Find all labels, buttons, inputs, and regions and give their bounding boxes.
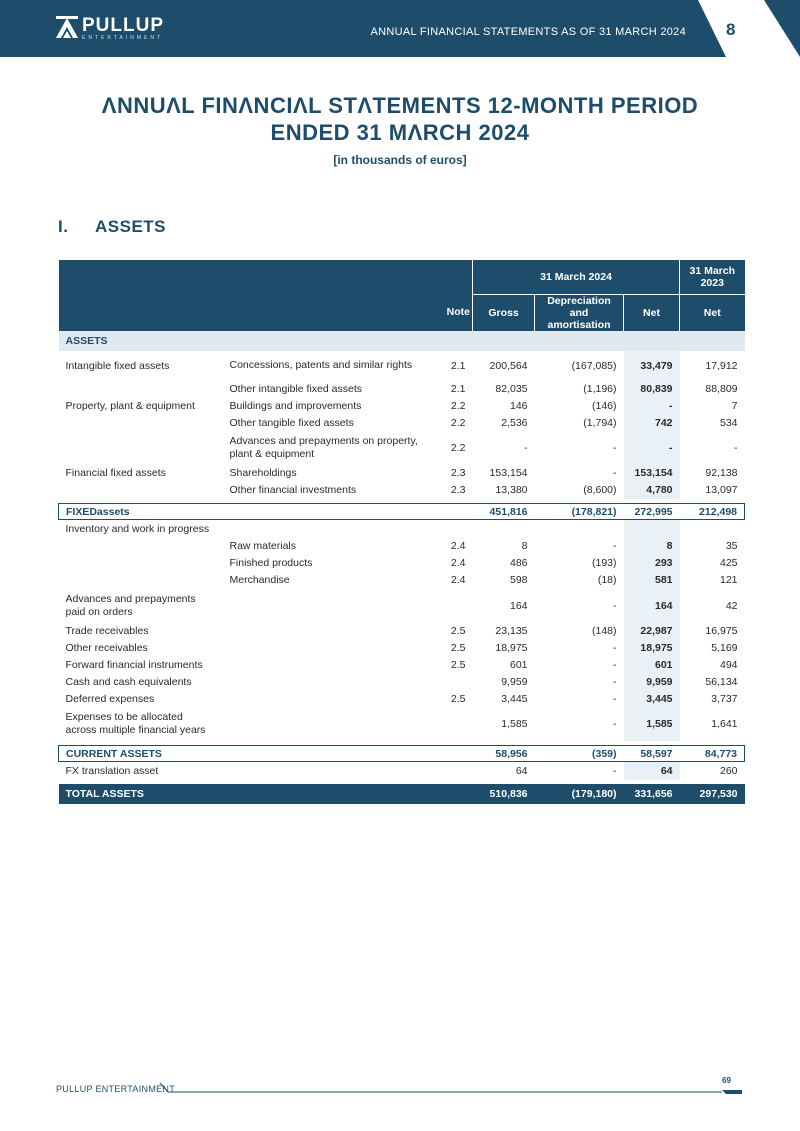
assets-section-row (59, 331, 745, 351)
table-row (59, 465, 745, 482)
row-item: Finished products (229, 557, 313, 569)
fixed-total-gross: 451,816 (473, 504, 535, 520)
row-item: Merchandise (229, 574, 290, 586)
row-prior: 17,912 (705, 359, 738, 372)
fixed-total-net: 272,995 (624, 504, 680, 520)
table-row (59, 640, 745, 657)
row-item: Shareholdings (229, 467, 297, 479)
fixed-assets-total-row (59, 504, 745, 520)
row-item: Other tangible fixed assets (229, 417, 354, 429)
row-category: Intangible fixed assets (65, 359, 170, 372)
row-note: 2.2 (450, 442, 466, 454)
row-item: Other financial investments (229, 484, 357, 496)
header-gross: Gross (473, 294, 535, 331)
row-category: Expenses to be allocated across multiple financial years (65, 711, 206, 736)
row-depreciation: - (613, 693, 617, 705)
row-item: Other intangible fixed assets (229, 383, 362, 395)
row-depreciation: (1,196) (583, 383, 617, 395)
row-category: Advances and prepayments paid on orders (65, 592, 196, 618)
row-prior: 13,097 (705, 484, 738, 496)
total-assets-depreciation: (179,180) (535, 784, 624, 804)
row-depreciation: - (613, 676, 617, 688)
row-item: Raw materials (229, 540, 297, 552)
total-assets-row (59, 784, 745, 804)
row-prior: 56,134 (705, 676, 738, 688)
row-net: 9,959 (624, 674, 680, 691)
assets-section-label: ASSETS (59, 331, 745, 351)
row-gross: 200,564 (489, 359, 528, 372)
row-depreciation: (146) (592, 400, 617, 412)
row-depreciation: - (613, 442, 617, 454)
row-item: Buildings and improvements (229, 400, 362, 412)
header-current-period: 31 March 2024 (473, 260, 680, 294)
total-assets-label: TOTAL ASSETS (59, 784, 473, 804)
table-row (59, 572, 745, 589)
fx-translation-row (59, 762, 745, 780)
section-heading (58, 217, 166, 237)
row-category (59, 415, 223, 432)
row-gross: 146 (509, 400, 528, 412)
row-net: 3,445 (624, 691, 680, 708)
row-net: 293 (624, 555, 680, 572)
row-prior: 16,975 (705, 625, 738, 637)
row-category (59, 432, 223, 465)
table-row (59, 623, 745, 640)
inventory-heading-row (59, 520, 745, 538)
total-assets-prior: 297,530 (680, 784, 745, 804)
section-number: I. (58, 217, 69, 236)
fixed-total-depreciation: (178,821) (535, 504, 624, 520)
header-page-number: 8 (726, 20, 736, 39)
row-net: 742 (624, 415, 680, 432)
row-category: Financial fixed assets (65, 467, 166, 479)
row-depreciation: - (613, 659, 617, 671)
row-note: 2.2 (450, 417, 466, 429)
table-row (59, 398, 745, 415)
row-net: 22,987 (624, 623, 680, 640)
row-net: 164 (624, 589, 680, 623)
row-note (438, 589, 473, 623)
logo-mark-icon (56, 16, 78, 38)
header-prior-period: 31 March 2023 (680, 260, 745, 294)
row-note: 2.4 (450, 557, 466, 569)
row-gross: 153,154 (489, 467, 528, 479)
fx-depreciation: - (613, 764, 617, 777)
row-prior: 92,138 (705, 467, 738, 479)
row-category: Cash and cash equivalents (65, 676, 192, 688)
row-note (438, 674, 473, 691)
page-tab-shape (684, 0, 800, 57)
page-title (0, 92, 800, 146)
row-depreciation: - (613, 467, 617, 479)
row-depreciation: (148) (592, 625, 617, 637)
row-gross: 13,380 (495, 484, 528, 496)
row-note: 2.5 (450, 625, 466, 637)
footer-page-number: 69 (722, 1076, 731, 1085)
row-prior: 494 (719, 659, 738, 671)
row-prior: 7 (731, 400, 738, 412)
row-prior: 3,737 (711, 693, 738, 705)
row-prior: 121 (719, 574, 738, 586)
row-depreciation: (1,794) (583, 417, 617, 429)
row-category: Deferred expenses (65, 693, 155, 705)
page-subtitle: [in thousands of euros] (333, 153, 467, 167)
current-total-gross: 58,956 (473, 746, 535, 762)
table-row (59, 538, 745, 555)
row-net: 581 (624, 572, 680, 589)
table-header-row-columns (59, 294, 745, 331)
row-gross: 164 (509, 599, 528, 612)
table-row (59, 674, 745, 691)
row-gross: 3,445 (501, 693, 528, 705)
row-category: Property, plant & equipment (65, 400, 195, 412)
current-assets-total-row (59, 746, 745, 762)
table-row (59, 589, 745, 623)
row-net: 153,154 (624, 465, 680, 482)
assets-table (58, 260, 745, 804)
row-gross: 598 (509, 574, 528, 586)
table-row (59, 381, 745, 398)
row-depreciation: (18) (597, 574, 617, 586)
row-note: 2.2 (450, 400, 466, 412)
row-gross: 2,536 (501, 417, 528, 429)
logo-subtitle: ENTERTAINMENT (82, 35, 164, 41)
row-gross: 486 (509, 557, 528, 569)
row-gross: 18,975 (495, 642, 528, 654)
row-prior: 425 (719, 557, 738, 569)
table-row (59, 657, 745, 674)
row-net: 1,585 (624, 708, 680, 741)
row-category: Other receivables (65, 642, 148, 654)
header-title: ANNUAL FINANCIAL STATEMENTS AS OF 31 MARCH 2024 (370, 26, 686, 38)
total-assets-net: 331,656 (624, 784, 680, 804)
logo-word: PULLUP (82, 15, 164, 36)
page-header (0, 0, 800, 57)
row-gross: - (524, 442, 528, 454)
row-prior: 1,641 (711, 718, 738, 730)
row-net: 80,839 (624, 381, 680, 398)
row-gross: 82,035 (495, 383, 528, 395)
page-title-line1: ΛNNUΛL FINΛNCIΛL STΛTEMENTS 12-MONTH PERIOD (101, 93, 699, 118)
row-item: Concessions, patents and similar rights (229, 359, 413, 371)
row-category (59, 482, 223, 499)
row-note: 2.3 (450, 467, 466, 479)
row-depreciation: - (613, 718, 617, 730)
table-row (59, 691, 745, 708)
row-note: 2.1 (450, 383, 466, 395)
row-prior: 534 (719, 417, 738, 429)
current-total-net: 58,597 (624, 746, 680, 762)
page-title-line2: ENDED 31 MΛRCH 2024 (270, 120, 530, 145)
fx-label: FX translation asset (65, 764, 159, 777)
row-category: Forward financial instruments (65, 659, 203, 671)
fx-prior: 260 (719, 764, 738, 777)
row-depreciation: (8,600) (583, 484, 617, 496)
company-logo (56, 16, 164, 42)
row-depreciation: (193) (592, 557, 617, 569)
row-category (59, 381, 223, 398)
row-net: 8 (624, 538, 680, 555)
row-note: 2.5 (450, 642, 466, 654)
row-note: 2.4 (450, 574, 466, 586)
footer-brand: PULLUP ENTERTAINMENT (56, 1084, 176, 1094)
section-title: ASSETS (95, 217, 167, 236)
row-net: 4,780 (624, 482, 680, 499)
table-row (59, 555, 745, 572)
row-net: - (624, 398, 680, 415)
row-gross: 1,585 (501, 718, 528, 730)
row-note: 2.4 (450, 540, 466, 552)
table-header-row-period (59, 260, 745, 294)
row-prior: 88,809 (705, 383, 738, 395)
table-row (59, 432, 745, 465)
row-prior: 5,169 (711, 642, 738, 654)
table-row (59, 708, 745, 741)
fixed-total-prior: 212,498 (680, 504, 745, 520)
total-assets-gross: 510,836 (473, 784, 535, 804)
row-prior: 35 (725, 540, 738, 552)
current-total-prior: 84,773 (680, 746, 745, 762)
row-note: 2.5 (450, 659, 466, 671)
table-row (59, 351, 745, 381)
fx-gross: 64 (515, 764, 528, 777)
row-gross: 9,959 (501, 676, 528, 688)
table-row (59, 482, 745, 499)
row-depreciation: - (613, 599, 617, 612)
row-note: 2.1 (450, 359, 466, 372)
header-depreciation: Depreciation and amortisation (535, 294, 624, 331)
fx-net: 64 (624, 762, 680, 780)
row-note: 2.3 (450, 484, 466, 496)
row-net: 33,479 (624, 351, 680, 381)
row-prior: - (734, 442, 738, 454)
row-category: Trade receivables (65, 625, 149, 637)
row-gross: 601 (509, 659, 528, 671)
row-note (438, 708, 473, 741)
fixed-total-label: FIXEDassets (59, 504, 473, 520)
row-gross: 23,135 (495, 625, 528, 637)
row-net: - (624, 432, 680, 465)
row-depreciation: - (613, 642, 617, 654)
row-prior: 42 (725, 599, 738, 612)
current-total-label: CURRENT ASSETS (59, 746, 473, 762)
inventory-label: Inventory and work in progress (65, 522, 210, 535)
row-note: 2.5 (450, 693, 466, 705)
header-net-prior: Net (680, 294, 745, 331)
row-depreciation: (167,085) (571, 359, 617, 372)
row-net: 18,975 (624, 640, 680, 657)
row-net: 601 (624, 657, 680, 674)
current-total-depreciation: (359) (535, 746, 624, 762)
header-note: Note (438, 294, 473, 331)
table-row (59, 415, 745, 432)
row-gross: 8 (521, 540, 528, 552)
header-net: Net (624, 294, 680, 331)
row-item: Advances and prepayments on property, plant & equipment (229, 435, 418, 460)
row-depreciation: - (613, 540, 617, 552)
